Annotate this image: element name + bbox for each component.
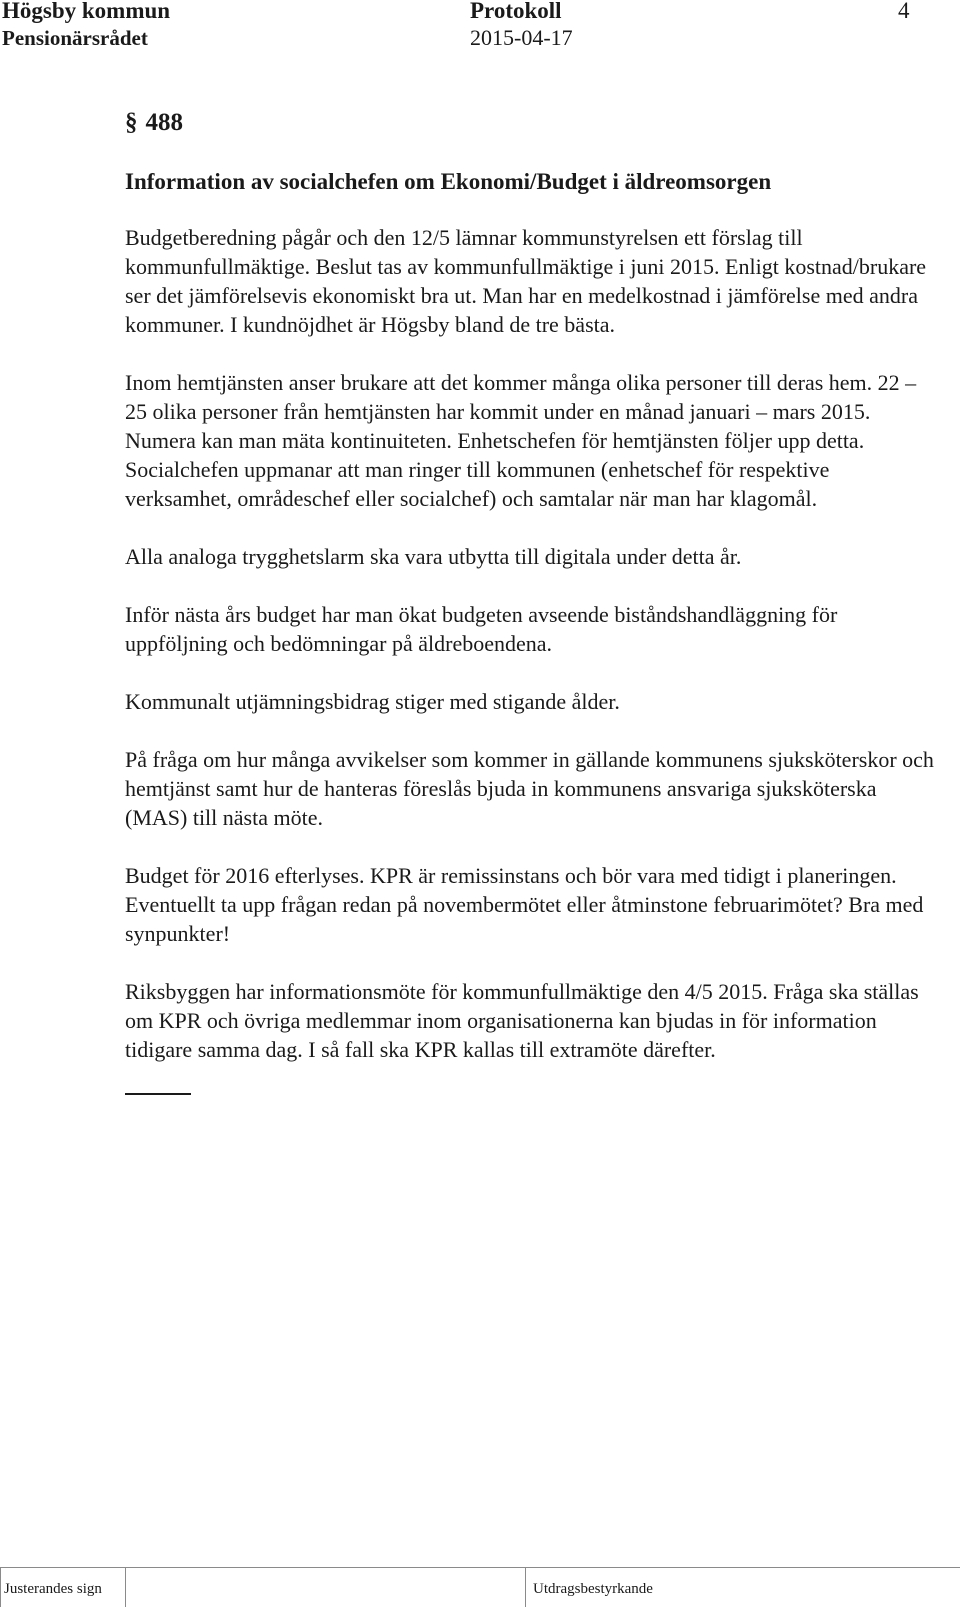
footer-cell xyxy=(125,1567,525,1607)
paragraph: Inför nästa års budget har man ökat budgeten avseende biståndshandläggning för uppföljning och bedömningar på äldreboendena. xyxy=(125,602,838,656)
header-org: Högsby kommun xyxy=(2,0,171,23)
paragraph: Kommunalt utjämningsbidrag stiger med stigande ålder. xyxy=(125,689,620,714)
paragraph: Inom hemtjänsten anser brukare att det kommer många olika personer till deras hem. 22 – 25 olika personer från hemtjänsten har kommit under en månad januari – mars 2015. Numera kan man mäta kontinuiteten. Enhetschefen för hemtjänsten följer upp detta. Socialchefen uppmanar att man ringer till kommunen (enhetschef för respektive verksamhet, områdeschef eller socialchef) och samtalar när man har klagomål. xyxy=(125,370,917,511)
section-title: Information av socialchefen om Ekonomi/Budget i äldreomsorgen xyxy=(125,169,772,194)
header-committee: Pensionärsrådet xyxy=(2,26,148,50)
paragraph: På fråga om hur många avvikelser som kommer in gällande kommunens sjuksköterskor och hemtjänst samt hur de hanteras föreslås bjuda in kommunens ansvariga sjuksköterska (MAS) till nästa möte. xyxy=(125,747,934,830)
paragraph: Budgetberedning pågår och den 12/5 lämnar kommunstyrelsen ett förslag till kommunfullmäktige. Beslut tas av kommunfullmäktige i juni 2015. Enligt kostnad/brukare ser det jämförelsevis ekonomiskt bra ut. Man har en medelkostnad i jämförelse med andra kommuner. I kundnöjdhet är Högsby bland de tre bästa. xyxy=(125,225,927,337)
section-number-value: 488 xyxy=(145,109,183,136)
document-body xyxy=(125,108,940,1095)
header-date: 2015-04-17 xyxy=(470,25,573,50)
page-number: 4 xyxy=(898,0,910,23)
paragraph: Budget för 2016 efterlyses. KPR är remissinstans och bör vara med tidigt i planeringen. Eventuellt ta upp frågan redan på novembermötet eller åtminstone februarimötet? Bra med synpunkter! xyxy=(125,863,924,946)
paragraph: Riksbyggen har informationsmöte för kommunfullmäktige den 4/5 2015. Fråga ska ställas om KPR och övriga medlemmar inom organisationerna kan bjudas in för information tidigare samma dag. I så fall ska KPR kallas till extramöte därefter. xyxy=(125,979,919,1062)
paragraph: Alla analoga trygghetslarm ska vara utbytta till digitala under detta år. xyxy=(125,544,742,569)
section-number xyxy=(125,108,940,138)
section-end-line xyxy=(125,1093,191,1095)
footer-signature-table xyxy=(0,1567,960,1607)
section-sign: § xyxy=(125,109,138,136)
footer-signature-label: Justerandes sign xyxy=(4,1581,102,1597)
footer-extract-label: Utdragsbestyrkande xyxy=(533,1581,653,1597)
header-doc-type: Protokoll xyxy=(470,0,562,23)
